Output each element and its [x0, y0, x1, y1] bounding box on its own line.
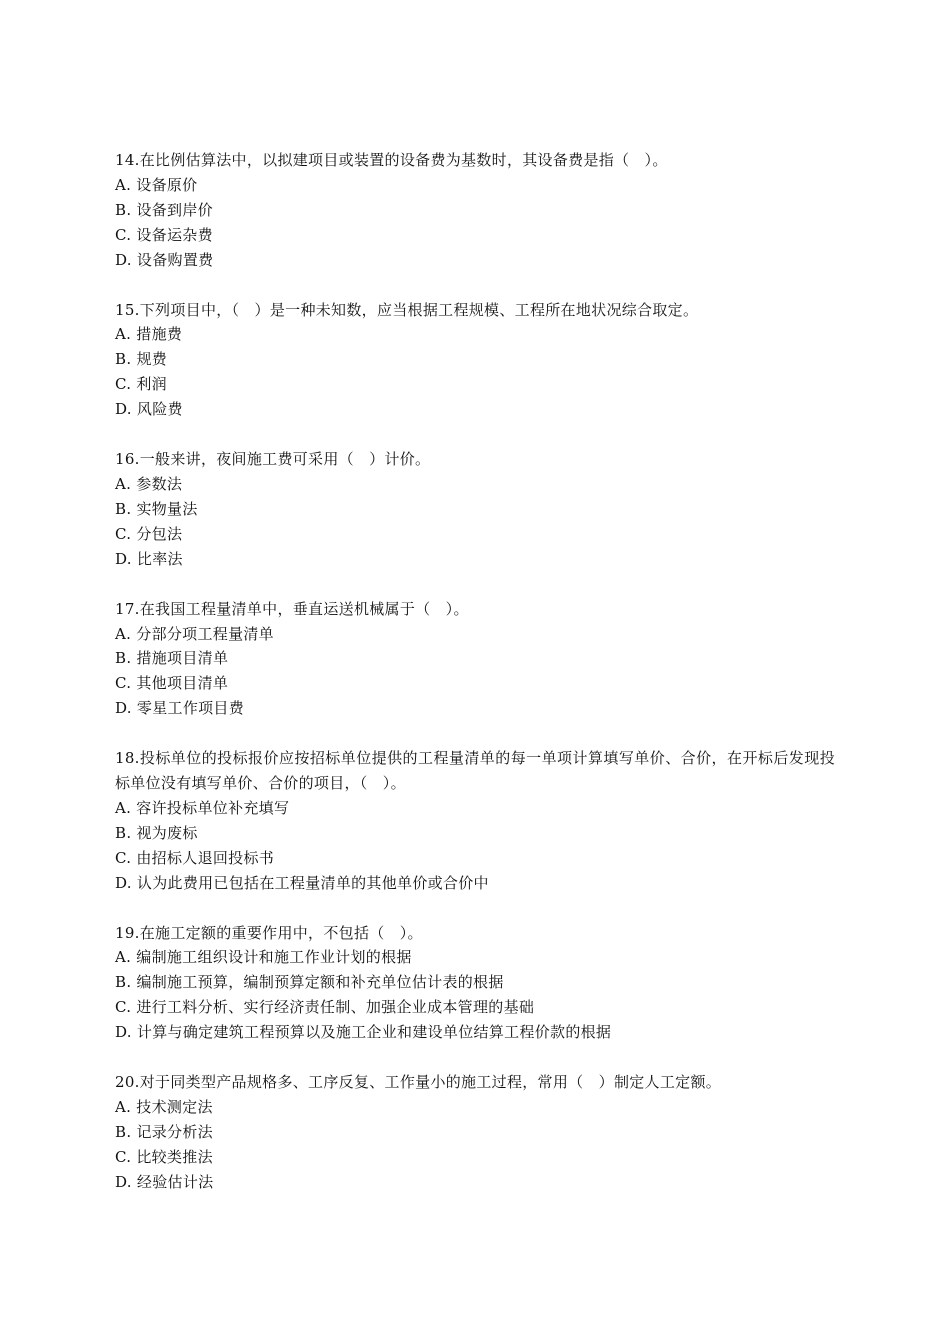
question-stem: 18.投标单位的投标报价应按招标单位提供的工程量清单的每一单项计算填写单价、合价，在开标后发现投标单位没有填写单价、合价的项目，（ ）。	[115, 749, 835, 793]
option-c: C. 比较类推法	[115, 1147, 213, 1166]
question-15	[115, 298, 835, 423]
option-d: D. 零星工作项目费	[115, 699, 245, 718]
question-stem: 16.一般来讲，夜间施工费可采用（ ）计价。	[115, 450, 431, 469]
question-20	[115, 1070, 835, 1195]
option-d: D. 设备购置费	[115, 250, 214, 269]
option-b: B. 实物量法	[115, 499, 198, 518]
option-b: B. 设备到岸价	[115, 200, 213, 219]
option-b: B. 编制施工预算，编制预算定额和补充单位估计表的根据	[115, 973, 504, 992]
option-b: B. 视为废标	[115, 823, 198, 842]
option-a: A. 容许投标单位补充填写	[115, 798, 290, 817]
question-stem: 14.在比例估算法中，以拟建项目或装置的设备费为基数时，其设备费是指（ ）。	[115, 151, 668, 169]
question-16	[115, 447, 835, 572]
option-a: A. 编制施工组织设计和施工作业计划的根据	[115, 948, 412, 967]
option-d: D. 计算与确定建筑工程预算以及施工企业和建设单位结算工程价款的根据	[115, 1023, 612, 1042]
option-d: D. 比率法	[115, 549, 183, 568]
option-c: C. 其他项目清单	[115, 674, 229, 693]
option-a: A. 参数法	[115, 474, 183, 493]
option-d: D. 认为此费用已包括在工程量清单的其他单价或合价中	[115, 873, 489, 892]
option-a: A. 设备原价	[115, 175, 198, 194]
option-d: D. 风险费	[115, 400, 183, 419]
option-b: B. 记录分析法	[115, 1122, 213, 1141]
question-19	[115, 921, 835, 1046]
option-d: D. 经验估计法	[115, 1172, 214, 1191]
question-stem: 19.在施工定额的重要作用中，不包括（ ）。	[115, 923, 423, 942]
option-c: C. 分包法	[115, 524, 183, 543]
option-a: A. 分部分项工程量清单	[115, 624, 274, 643]
option-b: B. 规费	[115, 350, 168, 369]
exam-page	[115, 148, 835, 1220]
option-a: A. 技术测定法	[115, 1098, 213, 1116]
question-stem: 17.在我国工程量清单中，垂直运送机械属于（ ）。	[115, 599, 469, 618]
option-c: C. 由招标人退回投标书	[115, 848, 275, 867]
question-stem: 20.对于同类型产品规格多、工序反复、工作量小的施工过程，常用（ ）制定人工定额。	[115, 1073, 722, 1092]
question-14	[115, 148, 835, 273]
option-a: A. 措施费	[115, 325, 183, 344]
option-b: B. 措施项目清单	[115, 649, 229, 668]
question-stem: 15.下列项目中，（ ）是一种未知数，应当根据工程规模、工程所在地状况综合取定。	[115, 300, 699, 319]
question-18	[115, 746, 835, 895]
question-17	[115, 597, 835, 722]
option-c: C. 利润	[115, 375, 167, 394]
option-c: C. 设备运杂费	[115, 225, 213, 244]
option-c: C. 进行工料分析、实行经济责任制、加强企业成本管理的基础	[115, 998, 535, 1017]
